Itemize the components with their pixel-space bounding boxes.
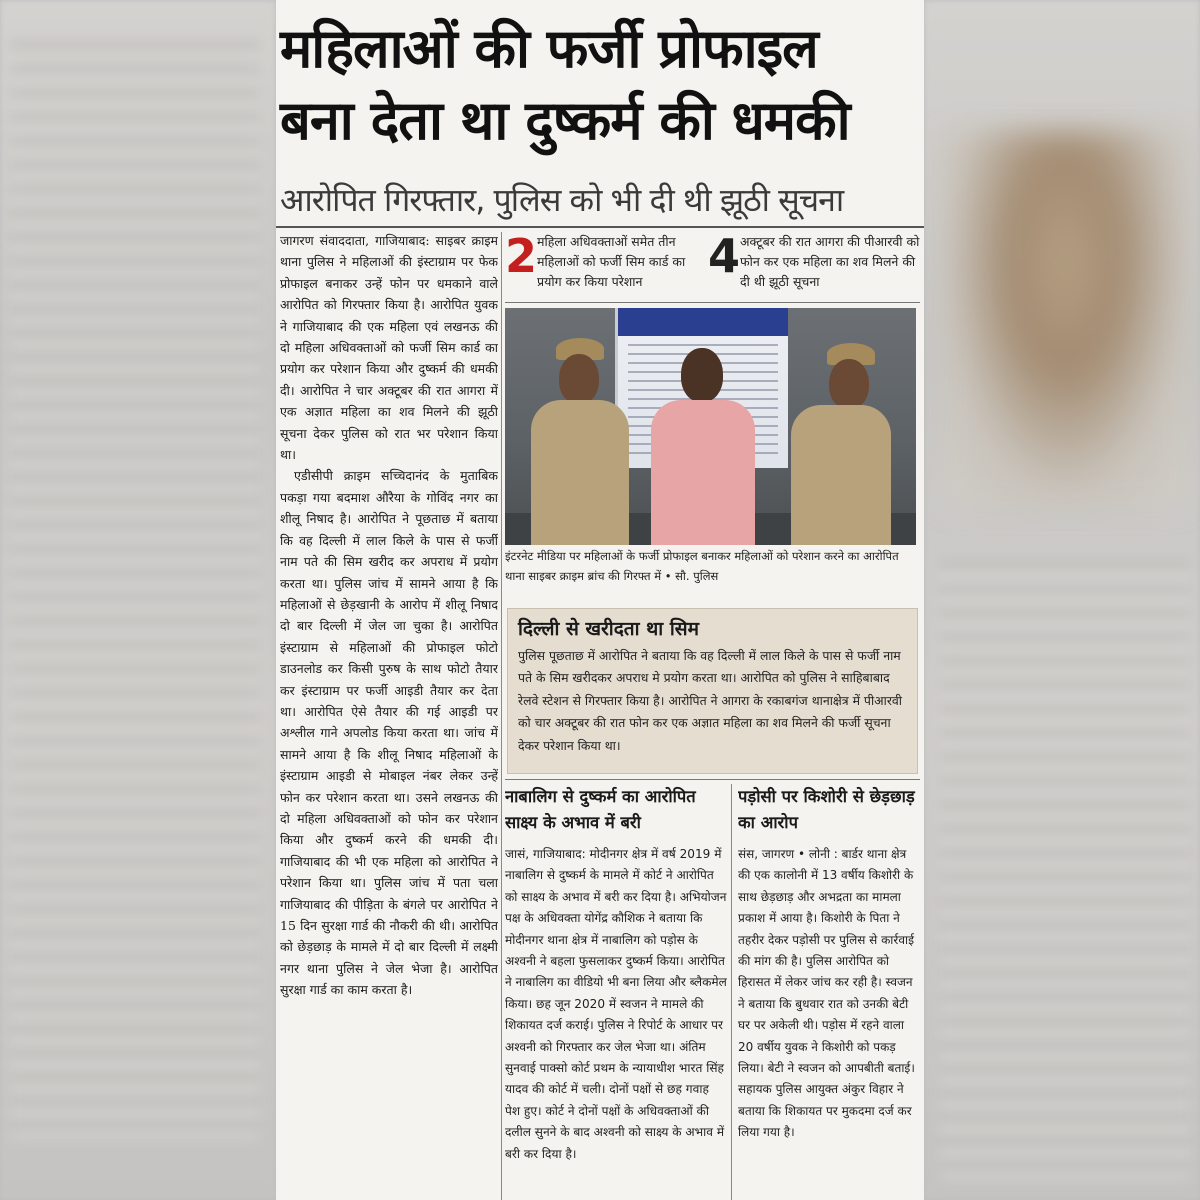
photo-policeman-right: [777, 343, 893, 545]
story-acquittal-title: नाबालिग से दुष्कर्म का आरोपित साक्ष्य के अभाव में बरी: [505, 787, 696, 832]
main-story-column: [280, 230, 498, 1200]
stat-rule: [505, 302, 920, 303]
main-story-paragraph-1: जागरण संवाददाता, गाजियाबाद: साइबर क्राइम थाना पुलिस ने महिलाओं की इंस्टाग्राम पर फेक प्रोफाइल बनाकर उन्हें फोन पर धमकाने वाले आरोपित को गिरफ्तार किया है। आरोपित युवक ने गाजियाबाद की एक महिला एवं लखनऊ की दो महिला अधिवक्ताओं को फर्जी सिम कार्ड का प्रयोग कर परेशान किया और दुष्कर्म की धमकी दी। आरोपित ने चार अक्टूबर की रात आगरा में एक अज्ञात महिला का शव मिलने की झूठी सूचना देकर पुलिस को रात भर परेशान किया था।: [280, 233, 498, 463]
sidebar-box: [507, 608, 918, 774]
stat-text-2: अक्टूबर की रात आगरा की पीआरवी को फोन कर एक महिला का शव मिलने की दी थी झूठी सूचना: [740, 234, 920, 289]
stat-text-1: महिला अधिवक्ताओं समेत तीन महिलाओं को फर्जी सिम कार्ड का प्रयोग कर किया परेशान: [537, 234, 686, 289]
stat-callout-1: [505, 230, 705, 296]
headline-line-1: महिलाओं की फर्जी प्रोफाइल: [280, 17, 818, 80]
blurred-text-left: [10, 40, 260, 1140]
stat-number-1: 2: [505, 229, 538, 283]
story-molestation-body: संस, जागरण • लोनी : बार्डर थाना क्षेत्र की एक कालोनी में 13 वर्षीय किशोरी के साथ छेड़छाड़ और अभद्रता का मामला प्रकाश में आया है। किशोरी के पिता ने तहरीर देकर पड़ोसी पर पुलिस से कार्रवाई की मांग की है। पुलिस आरोपित को हिरासत में लेकर जांच कर रही है। स्वजन ने बताया कि बुधवार रात को उनकी बेटी घर पर अकेली थी। पड़ोस में रहने वाला 20 वर्षीय युवक ने किशोरी को पकड़ लिया। बेटी ने स्वजन को आपबीती बताई। सहायक पुलिस आयुक्त अंकुर विहार ने बताया कि शिकायत पर मुकदमा दर्ज कर लिया गया है।: [738, 847, 915, 1140]
story-molestation-title: पड़ोसी पर किशोरी से छेड़छाड़ का आरोप: [738, 787, 915, 832]
newspaper-clipping: [276, 0, 924, 1200]
story-acquittal-body: जासं, गाजियाबाद: मोदीनगर क्षेत्र में वर्ष 2019 में नाबालिग से दुष्कर्म के मामले में कोर्ट ने आरोपित को साक्ष्य के अभाव में बरी कर दिया है। अभियोजन पक्ष के अधिवक्ता योगेंद्र कौशिक ने बताया कि मोदीनगर थाना क्षेत्र में नाबालिग को पड़ोस के अश्वनी ने बहला फुसलाकर दुष्कर्म किया। आरोपित ने नाबालिग का वीडियो भी बना लिया और ब्लैकमेल किया। छह जून 2020 में स्वजन ने मामले की शिकायत दर्ज कराई। पुलिस ने रिपोर्ट के आधार पर अश्वनी को गिरफ्तार कर जेल भेजा था। अंतिम सुनवाई पाक्सो कोर्ट प्रथम के न्यायाधीश भारत सिंह यादव की कोर्ट में चली। दोनों पक्षों से छह गवाह पेश हुए। कोर्ट ने दोनों पक्षों के अधिवक्ताओं की दलील सुनने के बाद अश्वनी को साक्ष्य के अभाव में बरी कर दिया है।: [505, 847, 727, 1161]
headline-line-2: बना देता था दुष्कर्म की धमकी: [280, 89, 850, 152]
story-molestation: [738, 784, 920, 1200]
photo-board-header: [618, 308, 788, 336]
photo-caption: इंटरनेट मीडिया पर महिलाओं के फर्जी प्रोफाइल बनाकर महिलाओं को परेशान करने का आरोपित थाना साइबर क्राइम ब्रांच की गिरफ्त में • सौ. पुलिस: [505, 549, 899, 583]
subheadline: आरोपित गिरफ्तार, पुलिस को भी दी थी झूठी सूचना: [280, 181, 844, 219]
news-photo: [505, 308, 916, 545]
section-rule: [505, 779, 920, 780]
story-divider: [731, 784, 732, 1200]
column-divider: [501, 232, 502, 1200]
main-story-paragraph-2: एडीसीपी क्राइम सच्चिदानंद के मुताबिक पकड़ा गया बदमाश औरैया के गोविंद नगर का शीलू निषाद है। आरोपित ने पूछताछ में बताया कि वह दिल्ली में लाल किले के पास से फर्जी नाम पते की सिम खरीद कर अपराध में प्रयोग करता था। पुलिस जांच में सामने आया है कि महिलाओं से छेड़खानी के आरोप में शीलू निषाद दो बार दिल्ली में जेल जा चुका है। आरोपित इंस्टाग्राम से महिलाओं की प्रोफाइल फोटो डाउनलोड कर किसी पुरुष के साथ फोटो तैयार कर इंस्टाग्राम पर फर्जी आइडी तैयार कर देता था। आरोपित ऐसे तैयार की गई आइडी पर अश्लील गाने अपलोड किया करता था। जांच में सामने आया है कि शीलू निषाद महिलाओं के इंस्टाग्राम आइडी से मोबाइल नंबर लेकर उन्हें फोन कर परेशान करता था। उसने लखनऊ की दो महिला अधिवक्ताओं को फोन कर परेशान किया और दुष्कर्म करने की धमकी दी। गाजियाबाद की भी एक महिला को आरोपित ने परेशान किया था। पुलिस जांच में पता चला गाजियाबाद की पीड़िता के बंगले पर आरोपित ने 15 दिन सुरक्षा गार्ड की नौकरी की थी। आरोपित को छेड़छाड़ के मामले में दो बार दिल्ली में लक्ष्मी नगर थाना पुलिस ने जेल भेजा है। आरोपित सुरक्षा गार्ड का काम करता है।: [280, 468, 498, 998]
blurred-text-right: [940, 560, 1190, 1180]
stat-callout-2: [708, 230, 920, 296]
sidebar-box-title: दिल्ली से खरीदता था सिम: [518, 618, 699, 640]
photo-policeman-left: [523, 338, 633, 545]
blurred-photo-right: [940, 130, 1190, 510]
story-acquittal: [505, 784, 727, 1200]
headline-rule: [276, 226, 924, 228]
photo-accused-man: [637, 348, 767, 545]
stat-number-2: 4: [708, 229, 741, 283]
sidebar-box-body: पुलिस पूछताछ में आरोपित ने बताया कि वह दिल्ली में लाल किले के पास से फर्जी नाम पते के सिम खरीदकर अपराध मे प्रयोग करता था। आरोपित को पुलिस ने साहिबाबाद रेलवे स्टेशन से गिरफ्तार किया है। आरोपित ने आगरा के रकाबगंज थानाक्षेत्र में पीआरवी को चार अक्टूबर की रात फोन कर एक अज्ञात महिला का शव मिलने की फर्जी सूचना देकर परेशान किया था।: [518, 648, 902, 753]
